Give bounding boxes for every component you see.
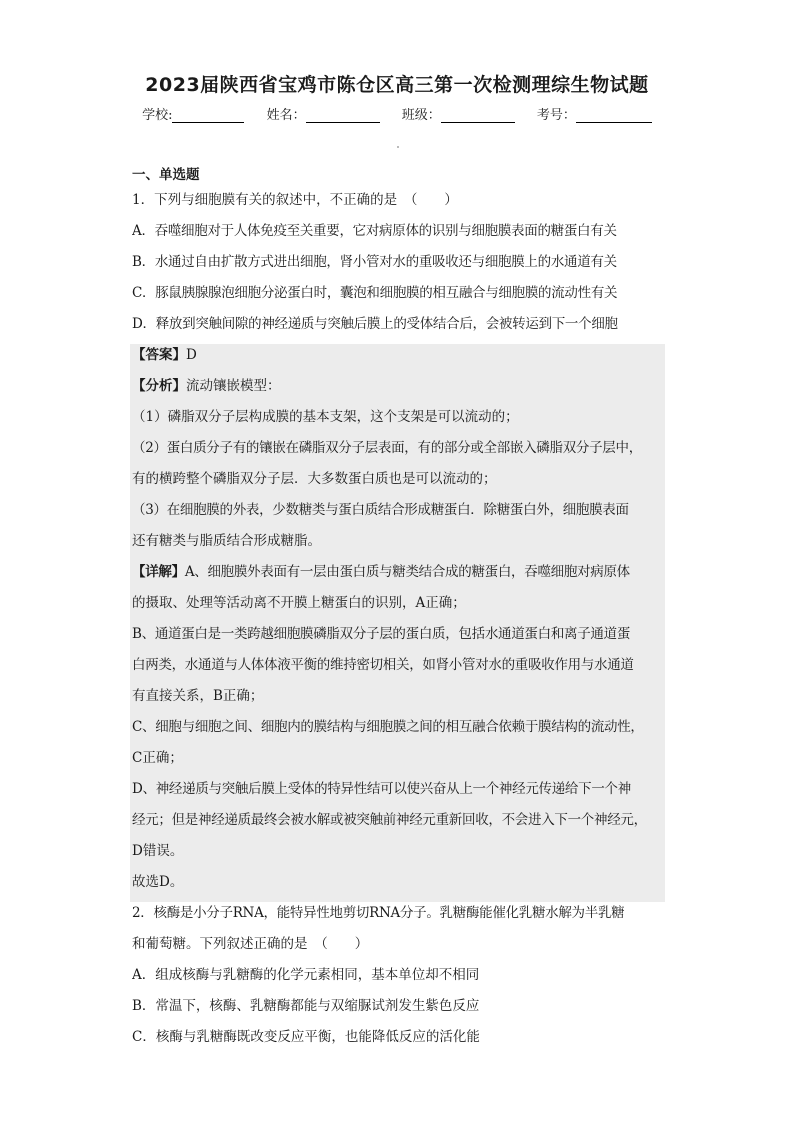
analysis-tag: 【分析】 (132, 378, 186, 394)
detail-line: 的摄取、处理等活动离不开膜上糖蛋白的识别，A正确； (132, 595, 466, 611)
name-blank (306, 108, 380, 123)
class-blank (441, 108, 515, 123)
detail-line: D错误。 (132, 843, 184, 859)
analysis-line: 还有糖类与脂质结合形成糖脂。 (132, 533, 321, 549)
exam-content (132, 164, 663, 1057)
q1-stem: 1．下列与细胞膜有关的叙述中，不正确的是 （ ） (132, 192, 458, 208)
name-label: 姓名： (266, 108, 306, 123)
school-blank (172, 108, 244, 123)
detail-line: 有直接关系，B正确； (132, 688, 264, 704)
answer-line (132, 344, 665, 375)
divider-dot (397, 146, 399, 148)
q2-stem: 和葡萄糖。下列叙述正确的是 （ ） (132, 936, 369, 952)
analysis-line: （1）磷脂双分子层构成膜的基本支架，这个支架是可以流动的； (132, 409, 519, 425)
q1-option-c: C．豚鼠胰腺腺泡细胞分泌蛋白时，囊泡和细胞膜的相互融合与细胞膜的流动性有关 (132, 285, 618, 301)
detail-line: C、细胞与细胞之间、细胞内的膜结构与细胞膜之间的相互融合依赖于膜结构的流动性， (132, 719, 644, 735)
number-blank (576, 108, 652, 123)
detail-line: 经元；但是神经递质最终会被水解或被突触前神经元重新回收，不会进入下一个神经元， (132, 812, 647, 828)
number-label: 考号： (536, 108, 576, 123)
detail-tag: 【详解】 (132, 564, 185, 580)
q1-option-a: A．吞噬细胞对于人体免疫至关重要，它对病原体的识别与细胞膜表面的糖蛋白有关 (132, 223, 617, 239)
answer-tag: 【答案】 (132, 347, 186, 363)
detail-line (132, 561, 665, 592)
detail-line: B、通道蛋白是一类跨越细胞膜磷脂双分子层的蛋白质，包括水通道蛋白和离子通道蛋 (132, 626, 631, 642)
q1-option-b: B．水通过自由扩散方式进出细胞，肾小管对水的重吸收还与细胞膜上的水通道有关 (132, 254, 617, 270)
detail-line: 白两类，水通道与人体体液平衡的维持密切相关，如肾小管对水的重吸收作用与水通道 (132, 657, 634, 673)
detail-text: A、细胞膜外表面有一层由蛋白质与糖类结合成的糖蛋白，吞噬细胞对病原体 (184, 564, 630, 580)
q2-option-b: B．常温下，核酶、乳糖酶都能与双缩脲试剂发生紫色反应 (132, 998, 480, 1014)
school-label: 学校: (142, 108, 173, 123)
page-title: 2023届陕西省宝鸡市陈仓区高三第一次检测理综生物试题 (145, 74, 649, 96)
detail-line: D、神经递质与突触后膜上受体的特异性结可以使兴奋从上一个神经元传递给下一个神 (132, 781, 631, 797)
q1-solution-block (130, 344, 665, 902)
q2-option-a: A．组成核酶与乳糖酶的化学元素相同，基本单位却不相同 (132, 967, 480, 983)
q1-option-d: D．释放到突触间隙的神经递质与突触后膜上的受体结合后，会被转运到下一个细胞 (132, 316, 618, 332)
detail-line: 故选D。 (132, 874, 184, 890)
class-label: 班级： (401, 108, 441, 123)
answer-value: D (186, 347, 197, 363)
analysis-line: （3）在细胞膜的外表，少数糖类与蛋白质结合形成糖蛋白．除糖蛋白外，细胞膜表面 (132, 502, 629, 518)
student-info-row (0, 104, 794, 123)
analysis-line: （2）蛋白质分子有的镶嵌在磷脂双分子层表面，有的部分或全部嵌入磷脂双分子层中， (132, 440, 642, 456)
analysis-line: 有的横跨整个磷脂双分子层．大多数蛋白质也是可以流动的； (132, 471, 497, 487)
q2-option-c: C．核酶与乳糖酶既改变反应平衡，也能降低反应的活化能 (132, 1029, 480, 1045)
analysis-line (132, 375, 665, 406)
analysis-text: 流动镶嵌模型： (186, 378, 281, 394)
q2-stem: 2．核酶是小分子RNA，能特异性地剪切RNA分子。乳糖酶能催化乳糖水解为半乳糖 (132, 905, 625, 921)
detail-line: C正确； (132, 750, 183, 766)
section-heading: 一、单选题 (132, 167, 200, 183)
